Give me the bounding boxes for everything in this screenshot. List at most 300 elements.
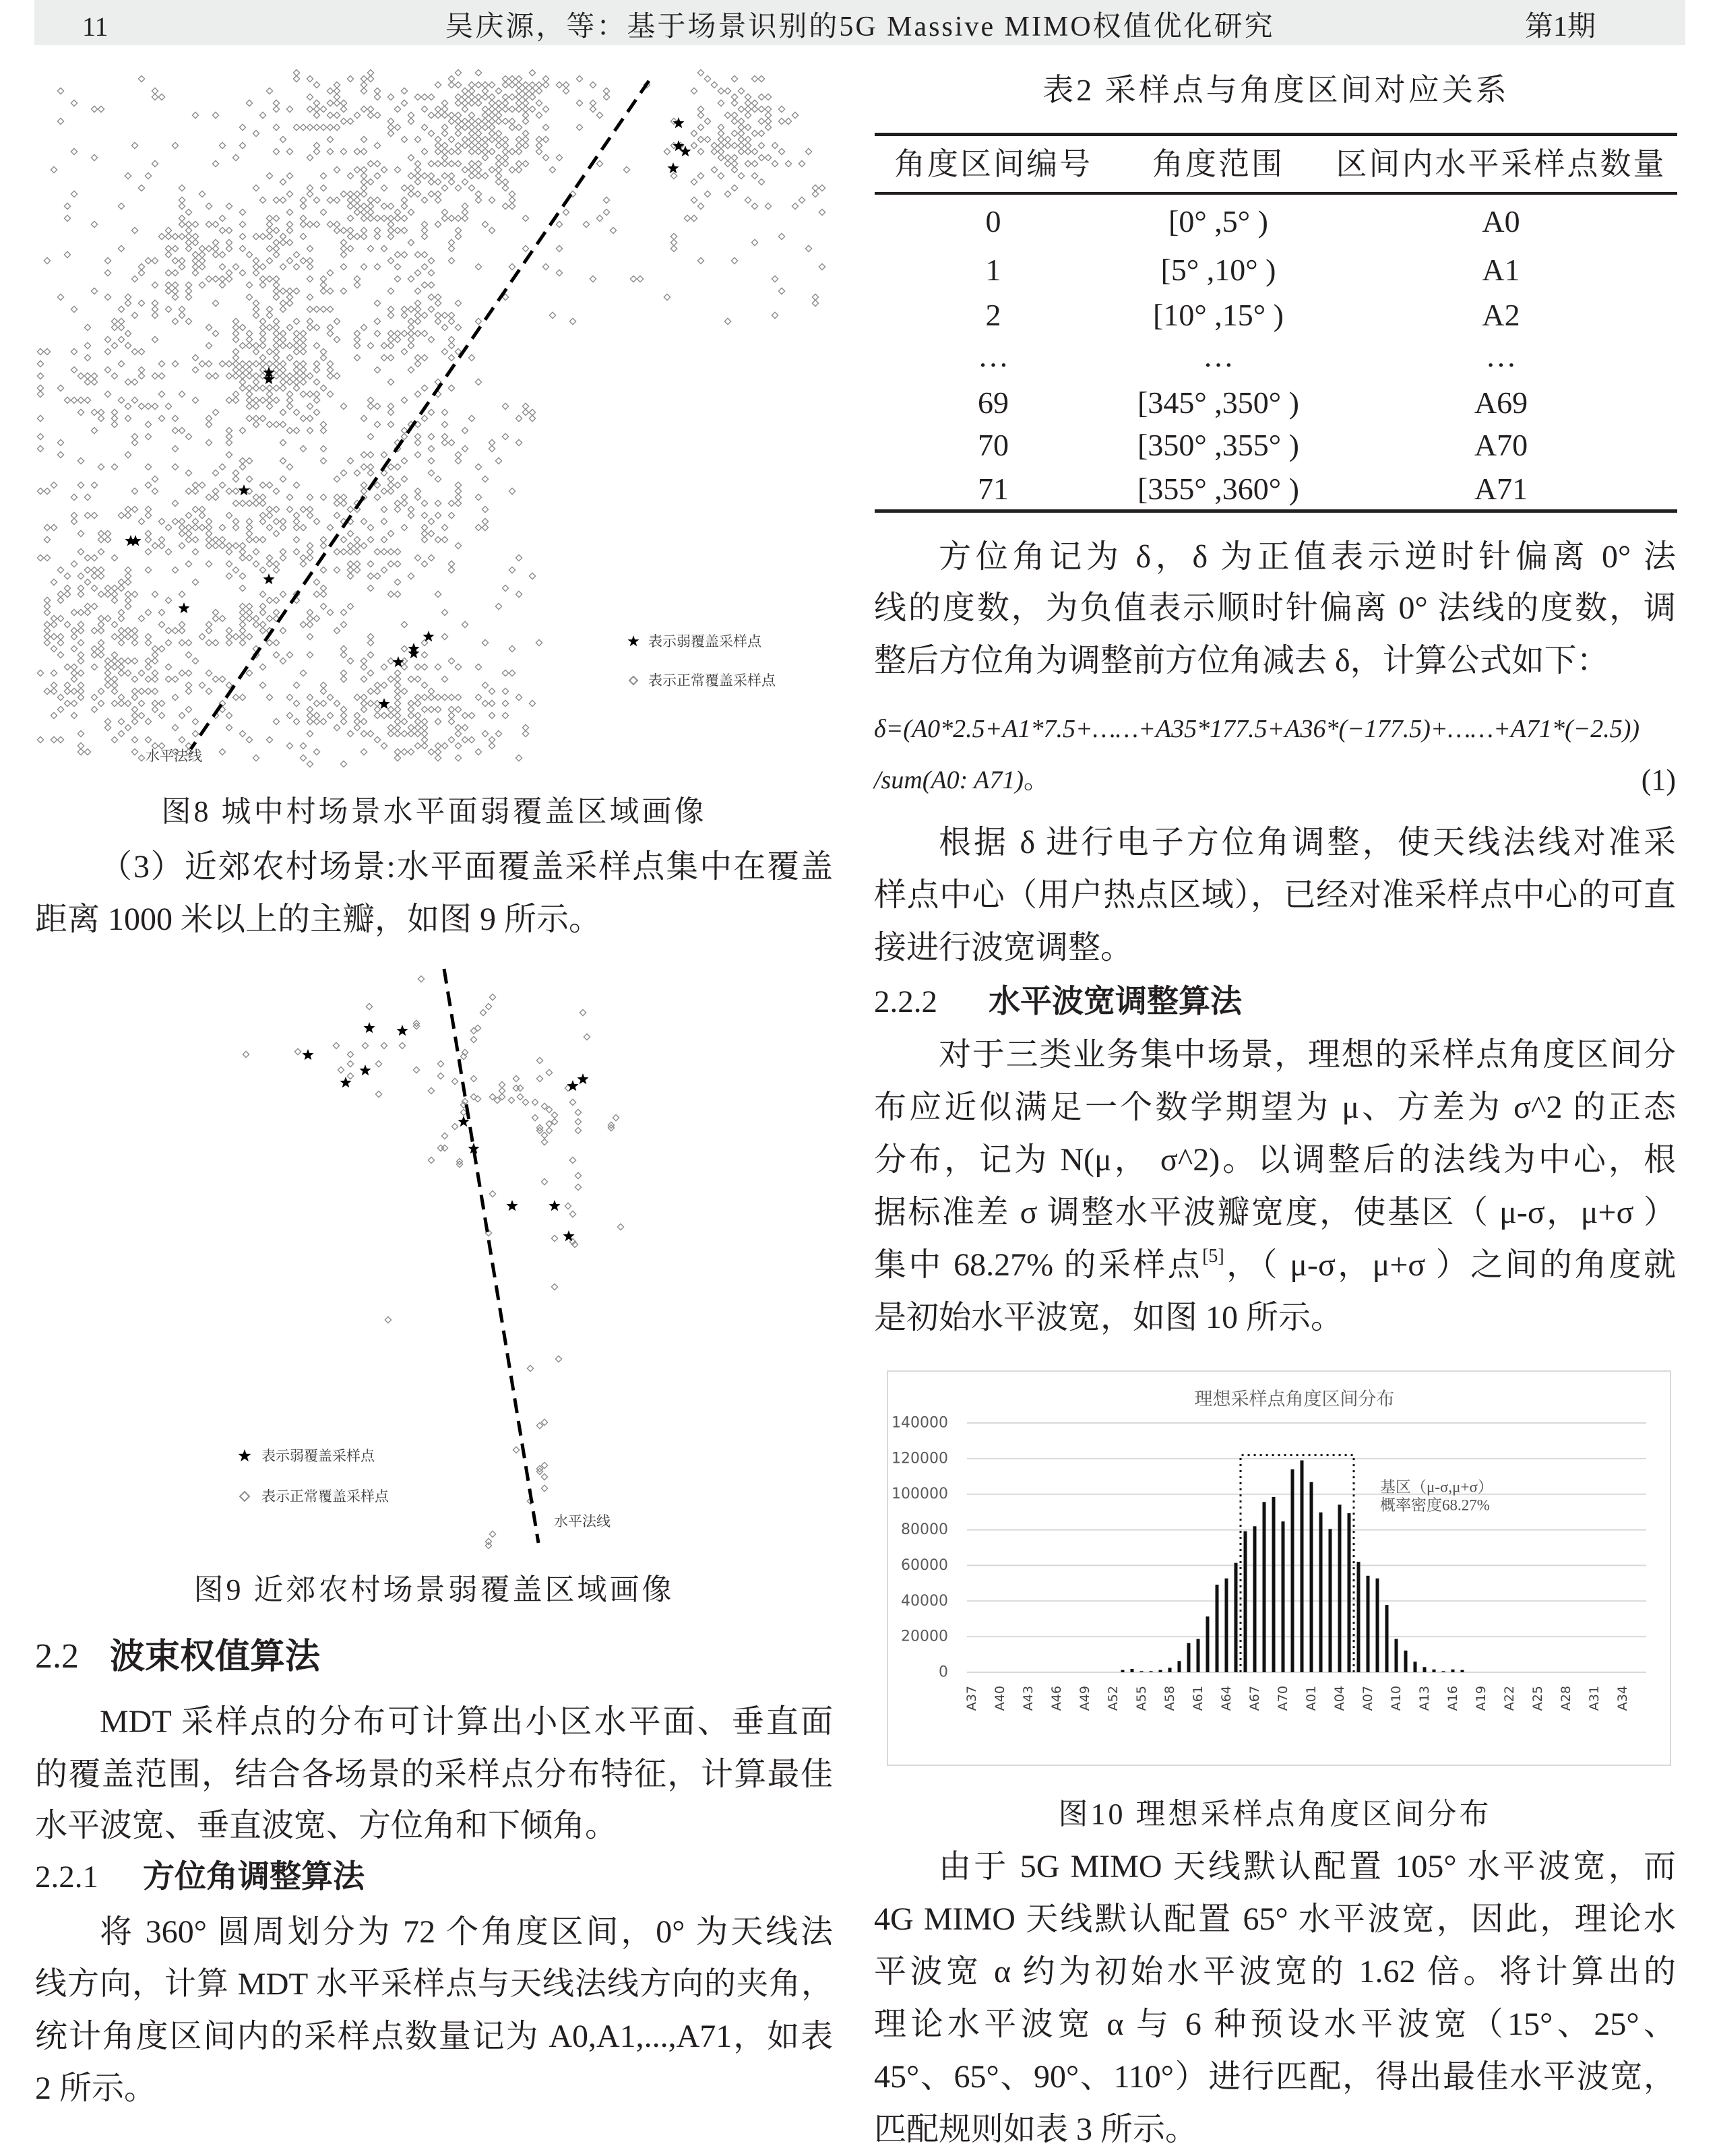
section-title: 水平波宽调整算法 bbox=[989, 983, 1242, 1020]
normal-coverage-point bbox=[98, 548, 104, 554]
normal-coverage-point bbox=[532, 1114, 538, 1120]
normal-coverage-point bbox=[111, 324, 117, 330]
x-tick-label: A40 bbox=[993, 1686, 1007, 1711]
normal-coverage-point bbox=[408, 336, 414, 342]
normal-coverage-point bbox=[91, 706, 97, 712]
normal-line-label: 水平法线 bbox=[554, 1513, 611, 1529]
normal-coverage-point bbox=[462, 94, 468, 100]
normal-coverage-point bbox=[131, 433, 137, 439]
normal-coverage-point bbox=[104, 391, 111, 397]
normal-coverage-point bbox=[448, 567, 454, 573]
normal-coverage-point bbox=[118, 318, 124, 324]
normal-coverage-point bbox=[441, 172, 447, 179]
normal-coverage-point bbox=[495, 166, 501, 172]
normal-coverage-point bbox=[232, 367, 239, 373]
normal-coverage-point bbox=[515, 554, 522, 561]
normal-coverage-point bbox=[246, 367, 252, 373]
normal-coverage-point bbox=[84, 749, 90, 755]
normal-coverage-point bbox=[320, 385, 326, 391]
normal-coverage-point bbox=[273, 324, 279, 330]
table-cell: A1 bbox=[1482, 253, 1520, 287]
normal-coverage-point bbox=[394, 227, 400, 233]
normal-coverage-point bbox=[91, 554, 97, 561]
paragraph-line: 水平波宽、垂直波宽、方位角和下倾角。 bbox=[35, 1808, 618, 1843]
normal-coverage-point bbox=[44, 597, 50, 603]
normal-coverage-point bbox=[394, 500, 400, 506]
normal-coverage-point bbox=[320, 427, 326, 433]
normal-coverage-point bbox=[280, 136, 286, 142]
normal-coverage-point bbox=[286, 652, 292, 658]
normal-coverage-point bbox=[408, 749, 414, 755]
normal-coverage-point bbox=[551, 1235, 557, 1241]
normal-coverage-point bbox=[354, 718, 360, 724]
normal-coverage-point bbox=[738, 142, 744, 148]
normal-coverage-point bbox=[300, 330, 306, 336]
normal-coverage-point bbox=[280, 367, 286, 373]
normal-coverage-point bbox=[428, 270, 434, 276]
normal-coverage-point bbox=[414, 306, 420, 312]
normal-coverage-point bbox=[361, 209, 367, 215]
normal-coverage-point bbox=[226, 203, 232, 209]
table-cell: [355° ,360° ) bbox=[1137, 472, 1299, 506]
normal-coverage-point bbox=[340, 712, 346, 718]
normal-coverage-point bbox=[246, 403, 252, 409]
normal-coverage-point bbox=[37, 445, 43, 451]
normal-coverage-point bbox=[118, 627, 124, 633]
normal-coverage-point bbox=[468, 136, 474, 142]
normal-coverage-point bbox=[758, 130, 764, 136]
normal-coverage-point bbox=[489, 118, 495, 124]
normal-coverage-point bbox=[596, 112, 602, 118]
normal-coverage-point bbox=[394, 579, 400, 585]
normal-coverage-point bbox=[441, 209, 447, 215]
normal-coverage-point bbox=[232, 488, 239, 494]
normal-coverage-point bbox=[354, 330, 360, 336]
normal-coverage-point bbox=[428, 409, 434, 415]
normal-coverage-point bbox=[206, 342, 212, 348]
normal-coverage-point bbox=[340, 403, 346, 409]
section-heading-2-2 bbox=[35, 1630, 833, 1683]
normal-coverage-point bbox=[206, 324, 212, 330]
normal-coverage-point bbox=[57, 706, 63, 712]
table-cell: A0 bbox=[1482, 204, 1520, 239]
normal-coverage-point bbox=[361, 172, 367, 179]
normal-coverage-point bbox=[361, 749, 367, 755]
normal-coverage-point bbox=[300, 367, 306, 373]
normal-coverage-point bbox=[381, 215, 387, 221]
x-tick-label: A31 bbox=[1587, 1686, 1602, 1711]
normal-coverage-point bbox=[185, 294, 191, 300]
normal-coverage-point bbox=[475, 191, 481, 197]
normal-coverage-point bbox=[320, 276, 326, 282]
normal-coverage-point bbox=[704, 191, 710, 197]
normal-coverage-point bbox=[313, 82, 319, 88]
normal-coverage-point bbox=[408, 112, 414, 118]
normal-coverage-point bbox=[536, 112, 542, 118]
normal-coverage-point bbox=[219, 263, 225, 270]
normal-coverage-point bbox=[502, 118, 508, 124]
normal-coverage-point bbox=[482, 730, 488, 736]
normal-coverage-point bbox=[435, 749, 441, 755]
normal-coverage-point bbox=[98, 621, 104, 627]
normal-coverage-point bbox=[414, 354, 420, 360]
normal-coverage-point bbox=[536, 136, 542, 142]
weak-coverage-star bbox=[506, 1200, 518, 1211]
normal-coverage-point bbox=[185, 688, 191, 694]
normal-coverage-point bbox=[515, 124, 522, 130]
normal-coverage-point bbox=[495, 730, 501, 736]
normal-coverage-point bbox=[145, 736, 151, 742]
normal-coverage-point bbox=[98, 615, 104, 621]
normal-coverage-point bbox=[468, 354, 474, 360]
normal-coverage-point bbox=[529, 106, 535, 112]
normal-coverage-point bbox=[313, 718, 319, 724]
normal-coverage-point bbox=[711, 142, 717, 148]
normal-coverage-point bbox=[246, 633, 252, 639]
normal-coverage-point bbox=[441, 676, 447, 682]
normal-coverage-point bbox=[199, 512, 205, 518]
normal-coverage-point bbox=[556, 221, 562, 227]
normal-coverage-point bbox=[374, 263, 380, 270]
normal-coverage-point bbox=[71, 645, 77, 652]
normal-coverage-point bbox=[259, 263, 265, 270]
normal-coverage-point bbox=[448, 439, 454, 445]
normal-coverage-point bbox=[462, 100, 468, 106]
normal-coverage-point bbox=[340, 500, 346, 506]
normal-coverage-point bbox=[361, 263, 367, 270]
normal-coverage-point bbox=[421, 263, 427, 270]
normal-coverage-point bbox=[745, 148, 751, 154]
normal-coverage-point bbox=[165, 627, 171, 633]
normal-coverage-point bbox=[125, 506, 131, 512]
normal-coverage-point bbox=[320, 282, 326, 288]
normal-coverage-point bbox=[179, 233, 185, 239]
normal-coverage-point bbox=[772, 142, 778, 148]
bar-A15 bbox=[1442, 1671, 1445, 1672]
normal-coverage-point bbox=[575, 1109, 581, 1115]
normal-coverage-point bbox=[192, 221, 198, 227]
normal-coverage-point bbox=[489, 1531, 495, 1537]
normal-coverage-point bbox=[509, 94, 515, 100]
normal-coverage-point bbox=[206, 536, 212, 542]
normal-coverage-point bbox=[259, 536, 265, 542]
normal-coverage-point bbox=[522, 112, 528, 118]
normal-coverage-point bbox=[219, 536, 225, 542]
normal-coverage-point bbox=[421, 536, 427, 542]
normal-coverage-point bbox=[670, 245, 677, 251]
normal-coverage-point bbox=[91, 106, 97, 112]
normal-coverage-point bbox=[697, 124, 704, 130]
normal-coverage-point bbox=[475, 524, 481, 530]
normal-coverage-point bbox=[387, 482, 394, 488]
normal-coverage-point bbox=[37, 736, 43, 742]
normal-coverage-point bbox=[428, 112, 434, 118]
normal-coverage-point bbox=[266, 403, 272, 409]
normal-coverage-point bbox=[792, 112, 798, 118]
normal-coverage-point bbox=[515, 591, 522, 597]
weak-coverage-star bbox=[667, 162, 679, 173]
normal-coverage-point bbox=[259, 567, 265, 573]
normal-coverage-point bbox=[428, 749, 434, 755]
normal-coverage-point bbox=[300, 670, 306, 676]
normal-coverage-point bbox=[354, 354, 360, 360]
normal-coverage-point bbox=[536, 148, 542, 154]
normal-coverage-point bbox=[502, 160, 508, 166]
normal-coverage-point bbox=[57, 294, 63, 300]
normal-coverage-point bbox=[596, 160, 602, 166]
normal-coverage-point bbox=[232, 500, 239, 506]
normal-coverage-point bbox=[334, 494, 340, 500]
bar-A56 bbox=[1150, 1671, 1153, 1672]
normal-coverage-point bbox=[347, 542, 353, 548]
normal-coverage-point bbox=[414, 391, 420, 397]
normal-coverage-point bbox=[307, 263, 313, 270]
normal-coverage-point bbox=[502, 179, 508, 185]
normal-coverage-point bbox=[724, 160, 730, 166]
normal-coverage-point bbox=[367, 633, 373, 639]
normal-coverage-point bbox=[394, 688, 400, 694]
normal-coverage-point bbox=[239, 342, 245, 348]
normal-coverage-point bbox=[77, 585, 84, 591]
normal-coverage-point bbox=[118, 397, 124, 403]
normal-coverage-point bbox=[259, 415, 265, 421]
normal-coverage-point bbox=[428, 706, 434, 712]
normal-coverage-point bbox=[455, 500, 461, 506]
normal-coverage-point bbox=[125, 658, 131, 664]
normal-coverage-point bbox=[697, 136, 704, 142]
normal-coverage-point bbox=[266, 221, 272, 227]
normal-coverage-point bbox=[367, 215, 373, 221]
normal-coverage-point bbox=[414, 451, 420, 457]
normal-coverage-point bbox=[590, 100, 596, 106]
normal-coverage-point bbox=[293, 482, 299, 488]
normal-coverage-point bbox=[502, 136, 508, 142]
normal-coverage-point bbox=[125, 172, 131, 179]
normal-coverage-point bbox=[179, 736, 185, 742]
normal-coverage-point bbox=[172, 245, 178, 251]
normal-coverage-point bbox=[455, 300, 461, 306]
normal-coverage-point bbox=[374, 172, 380, 179]
normal-coverage-point bbox=[515, 136, 522, 142]
normal-coverage-point bbox=[361, 191, 367, 197]
normal-coverage-point bbox=[495, 118, 501, 124]
normal-coverage-point bbox=[280, 239, 286, 245]
normal-coverage-point bbox=[320, 688, 326, 694]
normal-coverage-point bbox=[307, 554, 313, 561]
normal-coverage-point bbox=[253, 312, 259, 318]
normal-coverage-point bbox=[64, 215, 70, 221]
normal-coverage-point bbox=[394, 482, 400, 488]
normal-coverage-point bbox=[125, 591, 131, 597]
normal-coverage-point bbox=[731, 142, 737, 148]
normal-coverage-point bbox=[354, 191, 360, 197]
normal-coverage-point bbox=[489, 106, 495, 112]
normal-coverage-point bbox=[172, 427, 178, 433]
normal-coverage-point bbox=[226, 276, 232, 282]
normal-coverage-point bbox=[515, 755, 522, 761]
y-tick-label: 60000 bbox=[901, 1556, 948, 1574]
normal-coverage-point bbox=[778, 288, 784, 294]
normal-coverage-point bbox=[91, 373, 97, 379]
normal-coverage-point bbox=[347, 561, 353, 567]
normal-coverage-point bbox=[273, 385, 279, 391]
normal-coverage-point bbox=[37, 415, 43, 421]
normal-coverage-point bbox=[367, 730, 373, 736]
normal-coverage-point bbox=[401, 227, 407, 233]
bar-A05 bbox=[1348, 1513, 1351, 1672]
normal-coverage-point bbox=[206, 439, 212, 445]
normal-coverage-point bbox=[361, 203, 367, 209]
normal-coverage-point bbox=[718, 88, 724, 94]
normal-coverage-point bbox=[253, 306, 259, 312]
normal-coverage-point bbox=[751, 203, 757, 209]
normal-coverage-point bbox=[778, 148, 784, 154]
normal-coverage-point bbox=[44, 633, 50, 639]
normal-coverage-point bbox=[509, 670, 515, 676]
normal-coverage-point bbox=[300, 391, 306, 397]
normal-coverage-point bbox=[131, 227, 137, 233]
normal-coverage-point bbox=[448, 257, 454, 263]
normal-coverage-point bbox=[367, 670, 373, 676]
normal-coverage-point bbox=[387, 409, 394, 415]
normal-coverage-point bbox=[71, 518, 77, 524]
normal-coverage-point bbox=[367, 342, 373, 348]
normal-coverage-point bbox=[375, 1060, 381, 1067]
normal-coverage-point bbox=[805, 245, 811, 251]
normal-coverage-point bbox=[435, 294, 441, 300]
normal-coverage-point bbox=[152, 658, 158, 664]
equation-number: (1) bbox=[1641, 763, 1676, 796]
normal-coverage-point bbox=[77, 742, 84, 749]
normal-coverage-point bbox=[212, 239, 218, 245]
normal-coverage-point bbox=[441, 160, 447, 166]
normal-coverage-point bbox=[232, 330, 239, 336]
normal-coverage-point bbox=[340, 191, 346, 197]
normal-coverage-point bbox=[428, 94, 434, 100]
normal-coverage-point bbox=[495, 142, 501, 148]
normal-coverage-point bbox=[320, 445, 326, 451]
bar-A70 bbox=[1282, 1521, 1285, 1672]
normal-coverage-point bbox=[428, 257, 434, 263]
normal-coverage-point bbox=[192, 367, 198, 373]
normal-coverage-point bbox=[475, 82, 481, 88]
normal-coverage-point bbox=[468, 88, 474, 94]
normal-coverage-point bbox=[772, 276, 778, 282]
normal-coverage-point bbox=[192, 506, 198, 512]
normal-coverage-point bbox=[51, 736, 57, 742]
normal-coverage-point bbox=[401, 730, 407, 736]
normal-coverage-point bbox=[366, 1003, 372, 1009]
normal-coverage-point bbox=[475, 94, 481, 100]
normal-coverage-point bbox=[374, 367, 380, 373]
normal-coverage-point bbox=[758, 154, 764, 160]
normal-coverage-point bbox=[138, 373, 144, 379]
normal-coverage-point bbox=[253, 270, 259, 276]
normal-coverage-point bbox=[441, 536, 447, 542]
normal-coverage-point bbox=[455, 227, 461, 233]
normal-coverage-point bbox=[192, 233, 198, 239]
normal-coverage-point bbox=[435, 112, 441, 118]
paragraph-line: 布应近似满足一个数学期望为 μ、方差为 σ^2 的正态 bbox=[874, 1089, 1676, 1125]
normal-coverage-point bbox=[421, 94, 427, 100]
normal-coverage-point bbox=[394, 124, 400, 130]
normal-coverage-point bbox=[77, 609, 84, 615]
normal-coverage-point bbox=[212, 160, 218, 166]
normal-coverage-point bbox=[206, 203, 212, 209]
normal-coverage-point bbox=[590, 82, 596, 88]
normal-coverage-point bbox=[387, 548, 394, 554]
normal-coverage-point bbox=[84, 579, 90, 585]
formula-denominator: /sum(A0: A71) bbox=[874, 766, 1024, 794]
normal-coverage-point bbox=[212, 245, 218, 251]
normal-coverage-point bbox=[253, 379, 259, 385]
normal-coverage-point bbox=[367, 433, 373, 439]
normal-coverage-point bbox=[542, 75, 549, 82]
normal-coverage-point bbox=[381, 712, 387, 718]
normal-coverage-point bbox=[334, 336, 340, 342]
normal-coverage-point bbox=[253, 415, 259, 421]
normal-coverage-point bbox=[172, 294, 178, 300]
normal-coverage-point bbox=[495, 130, 501, 136]
normal-coverage-point bbox=[529, 573, 535, 579]
normal-coverage-point bbox=[320, 603, 326, 609]
normal-coverage-point bbox=[334, 476, 340, 482]
normal-coverage-point bbox=[448, 318, 454, 324]
normal-coverage-point bbox=[232, 633, 239, 639]
table-cell: 2 bbox=[985, 298, 1001, 332]
normal-coverage-point bbox=[462, 124, 468, 130]
normal-coverage-point bbox=[293, 360, 299, 367]
x-tick-label: A64 bbox=[1219, 1686, 1234, 1711]
normal-coverage-point bbox=[280, 658, 286, 664]
normal-coverage-point bbox=[307, 730, 313, 736]
normal-coverage-point bbox=[91, 694, 97, 700]
normal-coverage-point bbox=[98, 652, 104, 658]
normal-coverage-point bbox=[320, 542, 326, 548]
normal-coverage-point bbox=[104, 724, 111, 730]
running-title: 吴庆源，等：基于场景识别的5G Massive MIMO权值优化研究 bbox=[445, 11, 1275, 42]
normal-coverage-point bbox=[435, 312, 441, 318]
normal-coverage-point bbox=[232, 360, 239, 367]
normal-coverage-point bbox=[441, 215, 447, 221]
normal-coverage-point bbox=[394, 676, 400, 682]
normal-coverage-point bbox=[57, 439, 63, 445]
normal-coverage-point bbox=[374, 142, 380, 148]
normal-coverage-point bbox=[273, 718, 279, 724]
normal-coverage-point bbox=[293, 75, 299, 82]
normal-coverage-point bbox=[226, 397, 232, 403]
normal-coverage-point bbox=[515, 694, 522, 700]
normal-coverage-point bbox=[495, 112, 501, 118]
normal-coverage-point bbox=[51, 682, 57, 688]
normal-coverage-point bbox=[158, 373, 164, 379]
normal-coverage-point bbox=[152, 160, 158, 166]
normal-coverage-point bbox=[125, 670, 131, 676]
normal-coverage-point bbox=[172, 676, 178, 682]
normal-coverage-point bbox=[563, 209, 569, 215]
normal-coverage-point bbox=[118, 639, 124, 645]
normal-coverage-point bbox=[165, 548, 171, 554]
normal-coverage-point bbox=[118, 718, 124, 724]
normal-coverage-point bbox=[387, 354, 394, 360]
normal-coverage-point bbox=[387, 94, 394, 100]
normal-coverage-point bbox=[435, 160, 441, 166]
table-cell: [350° ,355° ) bbox=[1137, 428, 1299, 462]
normal-coverage-point bbox=[145, 658, 151, 664]
normal-coverage-point bbox=[259, 276, 265, 282]
normal-coverage-point bbox=[77, 749, 84, 755]
normal-coverage-point bbox=[71, 348, 77, 354]
